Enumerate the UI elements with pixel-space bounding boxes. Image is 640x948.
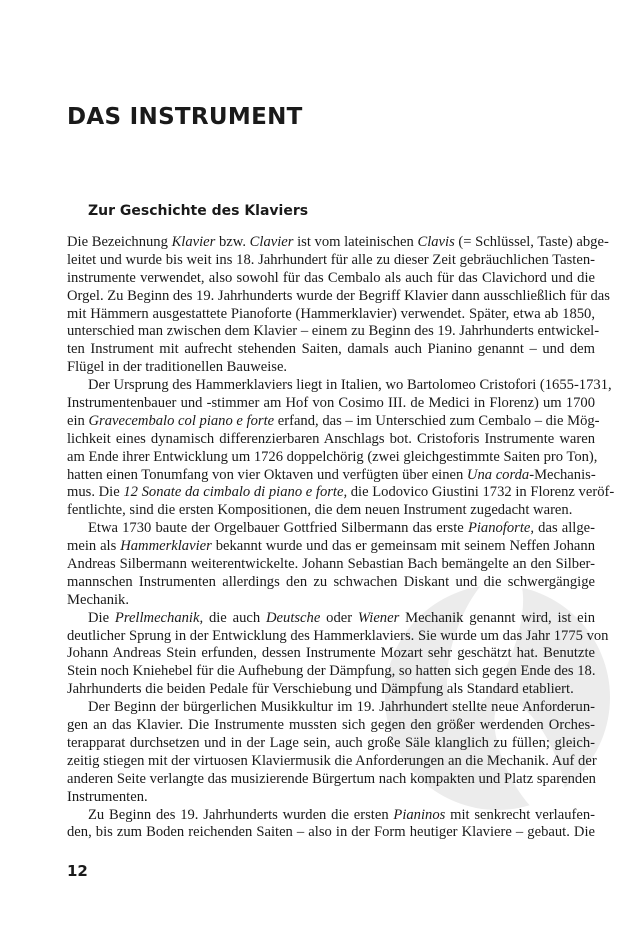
text-line — [67, 574, 595, 592]
text-segment: hatten einen Tonumfang von vier Oktaven und verfügten über einen — [67, 466, 467, 483]
text-line — [67, 395, 595, 413]
text-segment: ten Instrument mit aufrecht stehenden Saiten, damals auch Pianino genannt – und dem — [67, 341, 595, 358]
italic-text: 12 Sonate da cimbalo di piano e forte, — [123, 484, 348, 501]
text-line — [67, 663, 595, 681]
text-segment: mein als — [67, 538, 121, 555]
italic-text: Gravecembalo col piano e forte — [88, 412, 275, 429]
text-segment: fentlichte, sind die ersten Kompositionen, die dem neuen Instrument zugedacht waren. — [67, 502, 573, 519]
text-segment: Mechanik genannt wird, ist ein — [399, 609, 595, 626]
text-segment: Jahrhunderts die beiden Pedale für Verschiebung und Dämpfung als Standard etabliert. — [67, 681, 574, 698]
text-segment: unterschied man zwischen dem Klavier – einem zu Beginn des 19. Jahrhunderts entwickel- — [67, 323, 600, 340]
italic-text: Hammerklavier — [120, 538, 212, 555]
text-segment: Flügel in der traditionellen Bauweise. — [67, 359, 288, 376]
text-segment: bzw. — [215, 234, 250, 250]
text-segment: Instrumentenbauer und -stimmer am Hof von Cosimo III. de Medici in Florenz) um 1700 — [67, 395, 595, 412]
text-segment: deutlicher Sprung in der Entwicklung des Hammerklaviers. Sie wurde um das Jahr 1775 von — [67, 627, 609, 644]
italic-text: Clavis — [417, 234, 455, 250]
text-segment: mit Hämmern ausgestattete Pianoforte (Hammerklavier) verwendet. Später, etwa ab 1850, — [67, 305, 595, 322]
text-line — [67, 323, 600, 341]
text-segment: instrumente verwendet, also sowohl für das Cembalo als auch für das Clavichord und die — [67, 269, 595, 286]
text-segment: Johann Andreas Stein erfunden, dessen Instrumente Mozart sehr geschätzt hat. Benutzte — [67, 645, 595, 662]
text-segment: Mechanik. — [67, 591, 130, 608]
text-line — [67, 287, 610, 306]
text-segment: Die Bezeichnung — [67, 234, 172, 250]
text-segment: lichkeit eines dynamisch differenzierbaren Anschlags bot. Cristoforis Instrumente waren — [67, 430, 595, 447]
text-line — [67, 484, 615, 502]
text-line — [67, 645, 595, 663]
text-line — [67, 699, 595, 717]
italic-text: Klavier — [171, 234, 216, 250]
text-segment: mus. Die — [67, 484, 124, 501]
text-segment: das allge- — [534, 520, 595, 537]
text-segment: Zu Beginn des 19. Jahrhunderts wurden die ersten — [88, 806, 394, 823]
text-line — [67, 431, 595, 449]
text-segment: -Mechanis- — [529, 466, 596, 483]
text-line — [67, 753, 595, 771]
text-line — [67, 467, 595, 485]
italic-text: Clavier — [249, 234, 294, 250]
text-segment: ist vom lateinischen — [293, 234, 418, 250]
text-segment: am Ende ihrer Entwicklung um 1726 doppelchörig (zwei gleichgestimmte Saiten pro Ton), — [67, 448, 598, 465]
text-line — [67, 771, 595, 789]
text-line — [67, 824, 595, 842]
text-segment: zeitig stiegen mit der virtuosen Klaviermusik die Anforderungen an die Mechanik. Auf der — [67, 752, 597, 769]
text-line — [67, 520, 595, 538]
text-segment: Andreas Silbermann weiterentwickelte. Johann Sebastian Bach bemängelte an den Silber- — [67, 556, 595, 573]
text-segment: Etwa 1730 baute der Orgelbauer Gottfried Silbermann das erste — [88, 520, 468, 537]
text-segment: terapparat durchsetzen und in der Lage sein, auch große Säle klanglich zu füllen; gleich- — [67, 734, 595, 751]
italic-text: Prellmechanik, — [114, 609, 204, 626]
text-segment: (= Schlüssel, Taste) abge- — [454, 234, 609, 250]
text-line — [67, 377, 612, 395]
text-line — [67, 270, 595, 288]
text-line — [67, 412, 600, 431]
text-line — [67, 789, 595, 807]
text-line — [67, 592, 595, 610]
text-line — [67, 807, 595, 825]
text-line — [67, 306, 595, 324]
text-line — [67, 252, 595, 270]
text-line — [67, 359, 595, 377]
text-line — [67, 627, 609, 646]
text-line — [67, 234, 609, 252]
text-segment: die auch — [203, 609, 266, 626]
text-line — [67, 681, 595, 699]
text-segment: gen an das Klavier. Die Instrumente mussten sich gegen den größer werdenden Orches- — [67, 717, 595, 734]
italic-text: Deutsche — [266, 609, 321, 626]
text-segment: erfand, das – im Unterschied zum Cembalo – die Mög- — [274, 412, 600, 429]
text-segment: den, bis zum Boden reichenden Saiten – also in der Form heutiger Klaviere – gebaut. Die — [67, 824, 595, 841]
text-segment: anderen Seite verlangte das musizierende Bürgertum nach kompakten und Platz sparenden — [67, 770, 596, 787]
chapter-title: DAS INSTRUMENT — [67, 104, 303, 130]
text-segment: leitet und wurde bis weit ins 18. Jahrhundert für alle zu dieser Zeit gebräuchlichen Tasten- — [67, 251, 595, 268]
text-line — [67, 556, 595, 574]
text-line — [67, 717, 595, 735]
text-segment: bekannt wurde und das er gemeinsam mit seinem Neffen Johann — [211, 538, 595, 555]
text-segment: ein — [67, 412, 89, 429]
text-line — [67, 610, 595, 628]
text-segment: Stein noch Kniehebel für die Aufhebung der Dämpfung, so hatten sich gegen Ende des 18. — [67, 663, 596, 680]
text-segment: Der Ursprung des Hammerklaviers liegt in Italien, wo Bartolomeo Cristofori (1655-1731, — [88, 377, 612, 394]
text-line — [67, 341, 595, 359]
italic-text: Pianoforte, — [467, 520, 535, 537]
italic-text: Una corda — [466, 466, 530, 483]
text-segment: oder — [320, 609, 358, 626]
text-segment: Instrumenten. — [67, 788, 148, 805]
italic-text: Wiener — [357, 609, 400, 626]
text-line — [67, 502, 595, 520]
text-line — [67, 448, 598, 467]
text-segment: Die — [88, 609, 115, 626]
text-segment: Der Beginn der bürgerlichen Musikkultur im 19. Jahrhundert stellte neue Anforderun- — [88, 699, 595, 716]
text-segment: die Lodovico Giustini 1732 in Florenz veröf- — [347, 484, 615, 501]
text-segment: Orgel. Zu Beginn des 19. Jahrhunderts wurde der Begriff Klavier dann ausschließlich für das — [67, 287, 610, 304]
body-text — [67, 234, 615, 842]
text-segment: mit senkrecht verlaufen- — [445, 806, 596, 823]
text-segment: mannschen Instrumenten allerdings den zu schwachen Diskant und die schwergängige — [67, 573, 595, 590]
section-heading: Zur Geschichte des Klaviers — [88, 203, 309, 219]
text-line — [67, 538, 595, 556]
page-number: 12 — [67, 862, 88, 880]
text-line — [67, 735, 595, 753]
italic-text: Pianinos — [393, 806, 446, 823]
